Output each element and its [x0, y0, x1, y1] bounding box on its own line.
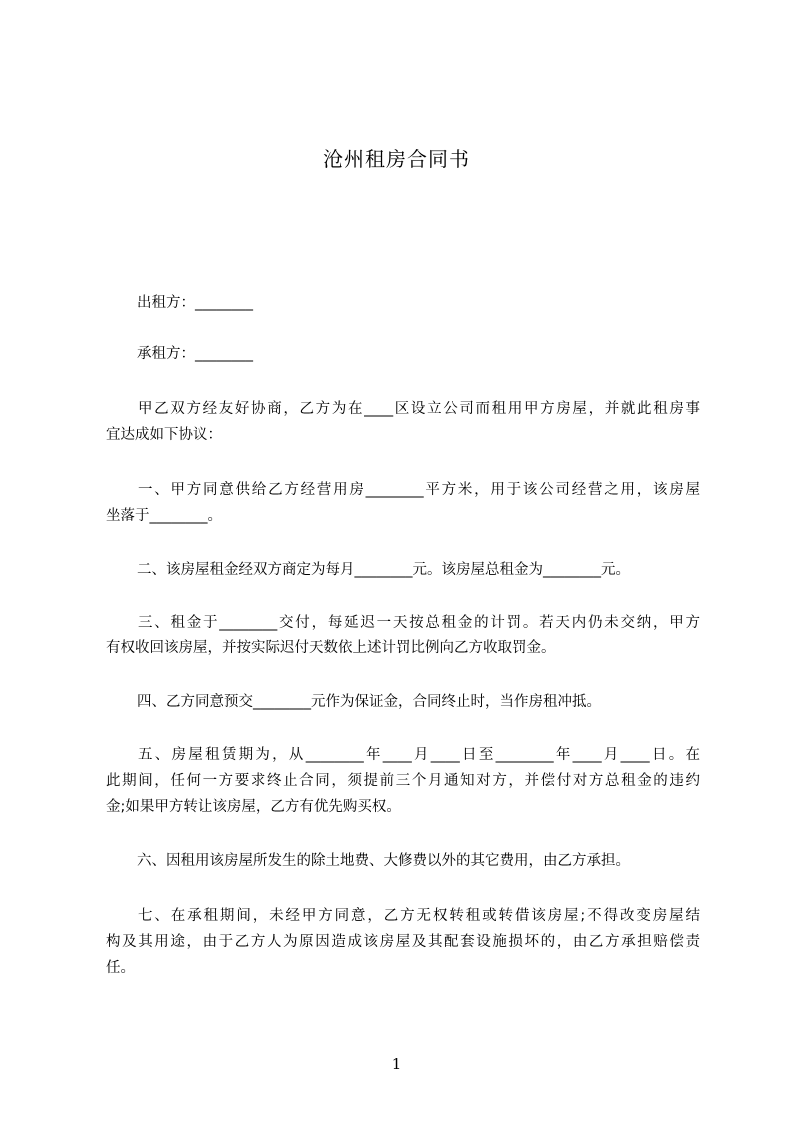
clause-2-line-1: 二、该房屋租金经双方商定为每月________元。该房屋总租金为________元。: [137, 562, 630, 578]
clause-3-line-2: 有权收回该房屋，并按实际迟付天数依上述计罚比例向乙方收取罚金。: [106, 640, 556, 656]
lessor-line: 出租方：________: [137, 295, 253, 311]
clause-1-line-2: 坐落于________。: [106, 508, 222, 524]
page-number: 1: [391, 1055, 402, 1073]
lessee-line: 承租方：________: [137, 346, 253, 362]
intro-line-1: 甲乙双方经友好协商，乙方为在____区设立公司而租用甲方房屋，并就此租房事: [138, 401, 700, 417]
clause-6-line-1: 六、因租用该房屋所发生的除土地费、大修费以外的其它费用，由乙方承担。: [137, 853, 630, 869]
page-title: 沧州租房合同书: [323, 147, 470, 171]
clause-5-line-2: 此期间，任何一方要求终止合同，须提前三个月通知对方，并偿付对方总租金的违约: [106, 773, 700, 789]
intro-line-2: 宜达成如下协议：: [106, 427, 222, 443]
clause-7-line-3: 任。: [106, 960, 135, 976]
clause-3-line-1: 三、租金于________交付，每延迟一天按总租金的计罚。若天内仍未交纳，甲方: [138, 615, 700, 631]
clause-5-line-1: 五、房屋租赁期为，从________年____月____日至________年____月____日。在: [138, 747, 700, 763]
clause-7-line-2: 构及其用途，由于乙方人为原因造成该房屋及其配套设施损坏的，由乙方承担赔偿责: [106, 934, 700, 950]
clause-5-line-3: 金;如果甲方转让该房屋，乙方有优先购买权。: [106, 799, 401, 815]
clause-4-line-1: 四、乙方同意预交________元作为保证金，合同终止时，当作房租冲抵。: [137, 694, 601, 710]
clause-1-line-1: 一、甲方同意供给乙方经营用房________平方米，用于该公司经营之用，该房屋: [138, 482, 700, 498]
clause-7-line-1: 七、在承租期间，未经甲方同意，乙方无权转租或转借该房屋;不得改变房屋结: [138, 908, 700, 924]
